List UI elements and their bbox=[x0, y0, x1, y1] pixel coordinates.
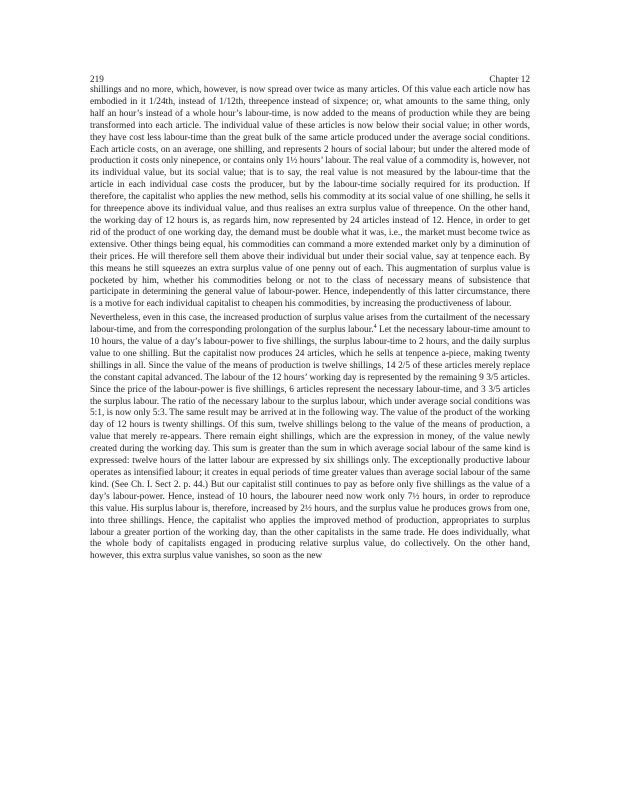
page-header bbox=[90, 74, 530, 84]
paragraph-1: shillings and no more, which, however, is now spread over twice as many articles. Of this value each article now has embodied in it 1/24th, instead of 1/12th, threepence instead of sixpence; or, what amounts to the same thing, only half an hour’s instead of a whole hour’s labour-time, is now added to the means of production while they are being transformed into each article. The individual value of these articles is now below their social value; in other words, they have cost less labour-time than the great bulk of the same article produced under the average social conditions. Each article costs, on an average, one shilling, and represents 2 hours of social labour; but under the altered mode of production it costs only ninepence, or contains only 1½ hours’ labour. The real value of a commodity is, however, not its individual value, but its social value; that is to say, the real value is not measured by the labour-time that the article in each individual case costs the producer, but by the labour-time socially required for its production. If therefore, the capitalist who applies the new method, sells his commodity at its social value of one shilling, he sells it for threepence above its individual value, and thus realises an extra surplus value of threepence. On the other hand, the working day of 12 hours is, as regards him, now represented by 24 articles instead of 12. Hence, in order to get rid of the product of one working day, the demand must be double what it was, i.e., the market must become twice as extensive. Other things being equal, his commodities can command a more extended market only by a diminution of their prices. He will therefore sell them above their individual but under their social value, say at tenpence each. By this means he still squeezes an extra surplus value of one penny out of each. This augmentation of surplus value is pocketed by him, whether his commodities belong or not to the class of necessary means of subsistence that participate in determining the general value of labour-power. Hence, independently of this latter circumstance, there is a motive for each individual capitalist to cheapen his commodities, by increasing the productiveness of labour. bbox=[90, 85, 530, 310]
page-number: 219 bbox=[90, 74, 104, 84]
footnote-marker[interactable]: 4 bbox=[373, 324, 377, 331]
chapter-title: Chapter 12 bbox=[489, 74, 530, 84]
paragraph-2-rest: Let the necessary labour-time amount to 10 hours, the value of a day’s labour-power to five shillings, the surplus labour-time to 2 hours, and the daily surplus value to one shilling. But the capitalist now produces 24 articles, which he sells at tenpence a-piece, making twenty shillings in all. Since the value of the means of production is twelve shillings, 14 2/5 of these articles merely replace the constant capital advanced. The labour of the 12 hours’ working day is represented by the remaining 9 3/5 articles. Since the price of the labour-power is five shillings, 6 articles represent the necessary labour-time, and 3 3/5 articles the surplus labour. The ratio of the necessary labour to the surplus labour, which under average social conditions was 5:1, is now only 5:3. The same result may be arrived at in the following way. The value of the product of the working day of 12 hours is twenty shillings. Of this sum, twelve shillings belong to the value of the means of production, a value that merely re-appears. There remain eight shillings, which are the expression in money, of the value newly created during the working day. This sum is greater than the sum in which average social labour of the same kind is expressed: twelve hours of the latter labour are expressed by six shillings only. The exceptionally productive labour operates as intensified labour; it creates in equal periods of time greater values than average social labour of the same kind. (See Ch. I. Sect 2. p. 44.) But our capitalist still continues to pay as before only five shillings as the value of a day’s labour-power. Hence, instead of 10 hours, the labourer need now work only 7½ hours, in order to reproduce this value. His surplus labour is, therefore, increased by 2½ hours, and the surplus value he produces grows from one, into three shillings. Hence, the capitalist who applies the improved method of production, appropriates to surplus labour a greater portion of the working day, than the other capitalists in the same trade. He does individually, what the whole body of capitalists engaged in producing relative surplus value, do collectively. On the other hand, however, this extra surplus value vanishes, so soon as the new bbox=[90, 325, 530, 562]
body-text bbox=[90, 85, 530, 563]
paragraph-2-start: Nevertheless, even in this case, the increased production of surplus value arises from the curtailment of the necessary labour-time, and from the corresponding prolongation of the surplus labour. bbox=[90, 313, 530, 336]
paragraph-2 bbox=[90, 313, 530, 563]
